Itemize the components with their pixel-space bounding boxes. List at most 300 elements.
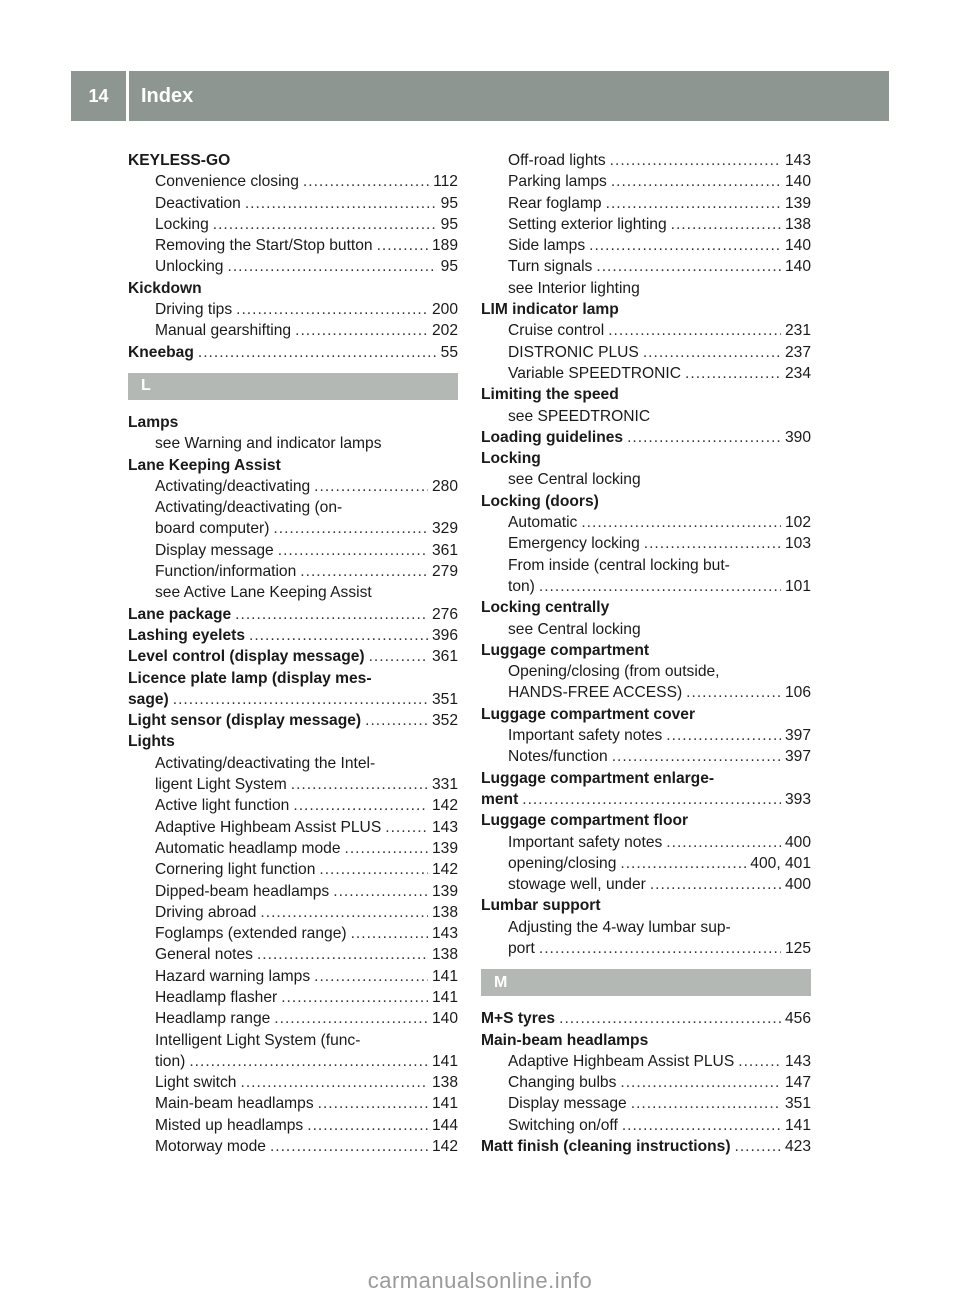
index-subentry bbox=[481, 917, 811, 938]
index-subentry bbox=[128, 476, 458, 497]
entry-text: Matt finish (cleaning instructions) bbox=[481, 1138, 731, 1156]
leader-dots bbox=[643, 342, 781, 363]
page-reference[interactable]: 279 bbox=[431, 563, 458, 581]
leader-dots bbox=[173, 689, 428, 710]
index-subentry bbox=[481, 725, 811, 746]
entry-text: M+S tyres bbox=[481, 1010, 556, 1028]
index-subentry bbox=[481, 320, 811, 341]
entry-text: Removing the Start/Stop button bbox=[155, 237, 373, 255]
index-entry bbox=[481, 299, 811, 320]
page-reference[interactable]: 141 bbox=[431, 988, 458, 1006]
entry-text: tion) bbox=[155, 1052, 186, 1070]
entry-text: Level control (display message) bbox=[128, 648, 365, 666]
leader-dots bbox=[686, 682, 781, 703]
index-subentry bbox=[128, 838, 458, 859]
leader-dots bbox=[236, 299, 428, 320]
page-reference[interactable]: 361 bbox=[431, 541, 458, 559]
page-reference[interactable]: 331 bbox=[431, 776, 458, 794]
page-reference[interactable]: 102 bbox=[784, 514, 811, 532]
page-number: 14 bbox=[88, 85, 109, 106]
page-reference[interactable]: 143 bbox=[431, 925, 458, 943]
entry-text: Switching on/off bbox=[508, 1116, 618, 1134]
entry-text: Activating/deactivating (on- bbox=[155, 499, 343, 517]
index-subentry bbox=[481, 193, 811, 214]
index-entry bbox=[128, 150, 458, 171]
entry-text: Foglamps (extended range) bbox=[155, 925, 347, 943]
page-reference[interactable]: 138 bbox=[784, 215, 811, 233]
index-subentry bbox=[128, 753, 458, 774]
entry-text: Luggage compartment enlarge- bbox=[481, 769, 715, 787]
index-subentry bbox=[481, 555, 811, 576]
entry-text: Deactivation bbox=[155, 194, 241, 212]
page-reference[interactable]: 396 bbox=[431, 626, 458, 644]
entry-text: Setting exterior lighting bbox=[508, 215, 667, 233]
entry-text: Loading guidelines bbox=[481, 428, 624, 446]
page-reference[interactable]: 400 bbox=[784, 876, 811, 894]
page-reference[interactable]: 456 bbox=[784, 1010, 811, 1028]
entry-text: see Interior lighting bbox=[508, 279, 640, 297]
leader-dots bbox=[377, 235, 428, 256]
index-subentry bbox=[481, 853, 811, 874]
entry-text: opening/closing bbox=[508, 854, 617, 872]
page-reference[interactable]: 390 bbox=[784, 428, 811, 446]
leader-dots bbox=[671, 214, 781, 235]
entry-text: Display message bbox=[508, 1095, 627, 1113]
page-reference[interactable]: 143 bbox=[784, 152, 811, 169]
page-reference[interactable]: 142 bbox=[431, 797, 458, 815]
leader-dots bbox=[685, 363, 781, 384]
page-reference[interactable]: 143 bbox=[784, 1052, 811, 1070]
entry-text: Cruise control bbox=[508, 322, 605, 340]
index-subentry bbox=[481, 363, 811, 384]
page-reference[interactable]: 139 bbox=[431, 882, 458, 900]
leader-dots bbox=[291, 774, 428, 795]
leader-dots bbox=[539, 576, 781, 597]
leader-dots bbox=[189, 1051, 428, 1072]
index-entry bbox=[128, 342, 458, 363]
index-entry bbox=[128, 710, 458, 731]
page-reference[interactable]: 397 bbox=[784, 748, 811, 766]
leader-dots bbox=[610, 150, 781, 171]
page-reference[interactable]: 55 bbox=[440, 343, 458, 361]
entry-text: Adaptive Highbeam Assist PLUS bbox=[508, 1052, 735, 1070]
index-entry bbox=[481, 704, 811, 725]
leader-dots bbox=[385, 817, 428, 838]
entry-text: Headlamp flasher bbox=[155, 988, 278, 1006]
entry-text: Automatic bbox=[508, 514, 578, 532]
index-entry bbox=[481, 1008, 811, 1029]
page-reference[interactable]: 351 bbox=[431, 690, 458, 708]
index-subentry bbox=[128, 561, 458, 582]
page-reference[interactable]: 141 bbox=[784, 1116, 811, 1134]
entry-text: Activating/deactivating bbox=[155, 477, 311, 495]
entry-text: Main-beam headlamps bbox=[481, 1031, 649, 1049]
index-subentry bbox=[128, 518, 458, 539]
leader-dots bbox=[240, 1072, 427, 1093]
page-reference[interactable]: 400, 401 bbox=[750, 854, 811, 872]
entry-text: Intelligent Light System (func- bbox=[155, 1031, 361, 1049]
index-subentry bbox=[128, 944, 458, 965]
page-reference[interactable]: 141 bbox=[431, 1095, 458, 1113]
page-reference[interactable]: 138 bbox=[431, 946, 458, 964]
index-entry bbox=[128, 625, 458, 646]
entry-text: Turn signals bbox=[508, 258, 593, 276]
entry-text: Unlocking bbox=[155, 258, 224, 276]
entry-text: Adjusting the 4-way lumbar sup- bbox=[508, 918, 731, 936]
leader-dots bbox=[589, 235, 781, 256]
entry-text: Dipped-beam headlamps bbox=[155, 882, 330, 900]
index-subentry bbox=[481, 1072, 811, 1093]
entry-text: Convenience closing bbox=[155, 173, 299, 191]
index-subentry bbox=[128, 171, 458, 192]
leader-dots bbox=[278, 540, 428, 561]
leader-dots bbox=[249, 625, 428, 646]
leader-dots bbox=[351, 923, 428, 944]
entry-text: Locking bbox=[155, 215, 209, 233]
entry-text: HANDS-FREE ACCESS) bbox=[508, 684, 683, 702]
entry-text: Driving abroad bbox=[155, 903, 257, 921]
leader-dots bbox=[213, 214, 437, 235]
page-reference[interactable]: 202 bbox=[431, 322, 458, 340]
page-reference[interactable]: 400 bbox=[784, 833, 811, 851]
index-subentry bbox=[128, 256, 458, 277]
leader-dots bbox=[620, 853, 746, 874]
index-subentry bbox=[481, 874, 811, 895]
leader-dots bbox=[650, 874, 781, 895]
index-subentry bbox=[481, 576, 811, 597]
entry-text: Luggage compartment floor bbox=[481, 812, 689, 830]
entry-text: Function/information bbox=[155, 563, 297, 581]
index-subentry bbox=[481, 832, 811, 853]
leader-dots bbox=[345, 838, 428, 859]
index-subentry bbox=[481, 406, 811, 427]
entry-text: Automatic headlamp mode bbox=[155, 839, 341, 857]
index-subentry bbox=[481, 533, 811, 554]
index-entry bbox=[481, 768, 811, 789]
page-reference[interactable]: 142 bbox=[431, 1138, 458, 1156]
page-reference[interactable]: 200 bbox=[431, 301, 458, 319]
entry-text: Lane Keeping Assist bbox=[128, 456, 281, 474]
entry-text: Lamps bbox=[128, 413, 179, 431]
entry-text: Limiting the speed bbox=[481, 386, 619, 404]
page-reference[interactable]: 329 bbox=[431, 520, 458, 538]
entry-text: stowage well, under bbox=[508, 876, 646, 894]
entry-text: Licence plate lamp (display mes- bbox=[128, 669, 372, 687]
leader-dots bbox=[369, 646, 428, 667]
leader-dots bbox=[270, 1136, 428, 1157]
entry-text: Changing bulbs bbox=[508, 1074, 617, 1092]
entry-text: Locking bbox=[481, 450, 541, 468]
index-subentry bbox=[481, 171, 811, 192]
index-subentry bbox=[481, 746, 811, 767]
leader-dots bbox=[314, 966, 428, 987]
leader-dots bbox=[596, 256, 781, 277]
index-subentry bbox=[128, 540, 458, 561]
page-reference[interactable]: 237 bbox=[784, 343, 811, 361]
leader-dots bbox=[612, 746, 781, 767]
index-subentry bbox=[481, 661, 811, 682]
index-subentry bbox=[128, 923, 458, 944]
index-entry bbox=[128, 668, 458, 689]
leader-dots bbox=[293, 795, 428, 816]
index-entry bbox=[481, 491, 811, 512]
index-entry bbox=[481, 810, 811, 831]
entry-text: Locking centrally bbox=[481, 599, 610, 617]
index-subentry bbox=[128, 433, 458, 454]
leader-dots bbox=[303, 171, 429, 192]
index-subentry bbox=[481, 1093, 811, 1114]
leader-dots bbox=[611, 171, 781, 192]
entry-text: From inside (central locking but- bbox=[508, 556, 730, 574]
entry-text: Locking (doors) bbox=[481, 492, 599, 510]
leader-dots bbox=[318, 1093, 428, 1114]
index-subentry bbox=[128, 1072, 458, 1093]
page-reference[interactable]: 397 bbox=[784, 727, 811, 745]
page-reference[interactable]: 140 bbox=[784, 258, 811, 276]
section-letter-header: L bbox=[128, 373, 458, 400]
leader-dots bbox=[559, 1008, 781, 1029]
index-subentry bbox=[128, 497, 458, 518]
section-letter-header: M bbox=[481, 969, 811, 996]
entry-text: Light sensor (display message) bbox=[128, 712, 362, 730]
page-reference[interactable]: 147 bbox=[784, 1074, 811, 1092]
entry-text: LIM indicator lamp bbox=[481, 301, 619, 319]
index-subentry bbox=[128, 1051, 458, 1072]
index-entry bbox=[128, 604, 458, 625]
entry-text: Opening/closing (from outside, bbox=[508, 663, 720, 681]
leader-dots bbox=[631, 1093, 781, 1114]
page-title: Index bbox=[141, 84, 194, 107]
index-subentry bbox=[128, 774, 458, 795]
index-subentry bbox=[481, 1115, 811, 1136]
index-entry bbox=[481, 1136, 811, 1157]
entry-text: Notes/function bbox=[508, 748, 608, 766]
index-subentry bbox=[128, 320, 458, 341]
entry-text: sage) bbox=[128, 690, 169, 708]
entry-text: Important safety notes bbox=[508, 727, 663, 745]
entry-text: Cornering light function bbox=[155, 861, 316, 879]
entry-text: Light switch bbox=[155, 1074, 237, 1092]
entry-text: Active light function bbox=[155, 797, 290, 815]
leader-dots bbox=[644, 533, 781, 554]
index-subentry bbox=[128, 881, 458, 902]
index-subentry bbox=[481, 469, 811, 490]
entry-text: ligent Light System bbox=[155, 776, 287, 794]
entry-text: see Central locking bbox=[508, 620, 641, 638]
entry-text: Misted up headlamps bbox=[155, 1116, 304, 1134]
page-reference[interactable]: 143 bbox=[431, 818, 458, 836]
page-reference[interactable]: 234 bbox=[784, 364, 811, 382]
entry-text: Hazard warning lamps bbox=[155, 967, 311, 985]
leader-dots bbox=[235, 604, 428, 625]
page-reference[interactable]: 140 bbox=[784, 237, 811, 255]
index-entry bbox=[128, 412, 458, 433]
entry-text: see SPEEDTRONIC bbox=[508, 407, 651, 425]
leader-dots bbox=[539, 938, 781, 959]
leader-dots bbox=[365, 710, 428, 731]
page-reference[interactable]: 144 bbox=[431, 1116, 458, 1134]
leader-dots bbox=[245, 193, 437, 214]
index-entry bbox=[481, 597, 811, 618]
watermark: carmanualsonline.info bbox=[367, 1268, 593, 1293]
leader-dots bbox=[273, 518, 428, 539]
leader-dots bbox=[274, 1008, 428, 1029]
index-column-left bbox=[128, 150, 458, 1157]
page-reference[interactable]: 112 bbox=[433, 173, 458, 191]
page-reference[interactable]: 142 bbox=[431, 861, 458, 879]
page-reference[interactable]: 141 bbox=[431, 1052, 458, 1070]
index-subentry bbox=[481, 278, 811, 299]
index-entry bbox=[481, 427, 811, 448]
index-entry bbox=[128, 278, 458, 299]
index-subentry bbox=[481, 235, 811, 256]
entry-text: Motorway mode bbox=[155, 1138, 266, 1156]
index-subentry bbox=[128, 1136, 458, 1157]
index-subentry bbox=[128, 817, 458, 838]
page-reference[interactable]: 95 bbox=[440, 215, 458, 233]
leader-dots bbox=[666, 725, 781, 746]
page-reference[interactable]: 423 bbox=[784, 1138, 811, 1156]
entry-text: Rear foglamp bbox=[508, 194, 602, 212]
leader-dots bbox=[333, 881, 428, 902]
page-reference[interactable]: 352 bbox=[431, 712, 458, 730]
leader-dots bbox=[608, 320, 781, 341]
entry-text: see Warning and indicator lamps bbox=[155, 435, 382, 453]
leader-dots bbox=[307, 1115, 428, 1136]
leader-dots bbox=[257, 944, 428, 965]
index-subentry bbox=[128, 582, 458, 603]
page-reference[interactable]: 351 bbox=[784, 1095, 811, 1113]
leader-dots bbox=[227, 256, 436, 277]
index-entry bbox=[481, 895, 811, 916]
leader-dots bbox=[622, 1115, 781, 1136]
entry-text: Off-road lights bbox=[508, 152, 606, 169]
leader-dots bbox=[606, 193, 781, 214]
entry-text: see Central locking bbox=[508, 471, 641, 489]
page-reference[interactable]: 361 bbox=[431, 648, 458, 666]
page-reference[interactable]: 140 bbox=[784, 173, 811, 191]
leader-dots bbox=[319, 859, 428, 880]
index-subentry bbox=[128, 902, 458, 923]
page-reference[interactable]: 125 bbox=[784, 939, 811, 957]
index-entry bbox=[128, 689, 458, 710]
page-reference[interactable]: 101 bbox=[784, 577, 811, 595]
index-subentry bbox=[128, 987, 458, 1008]
index-entry bbox=[481, 384, 811, 405]
page-reference[interactable]: 393 bbox=[784, 790, 811, 808]
page-reference[interactable]: 141 bbox=[431, 967, 458, 985]
entry-text: Lashing eyelets bbox=[128, 626, 245, 644]
entry-text: Display message bbox=[155, 541, 274, 559]
page-reference[interactable]: 139 bbox=[784, 194, 811, 212]
leader-dots bbox=[627, 427, 781, 448]
entry-text: Lane package bbox=[128, 605, 232, 623]
index-subentry bbox=[128, 795, 458, 816]
index-entry bbox=[481, 640, 811, 661]
entry-text: Activating/deactivating the Intel- bbox=[155, 754, 376, 772]
entry-text: Important safety notes bbox=[508, 833, 663, 851]
index-subentry bbox=[481, 256, 811, 277]
entry-text: ton) bbox=[508, 577, 535, 595]
leader-dots bbox=[260, 902, 428, 923]
index-entry bbox=[481, 448, 811, 469]
entry-text: General notes bbox=[155, 946, 253, 964]
index-subentry bbox=[481, 938, 811, 959]
entry-text: Kneebag bbox=[128, 343, 194, 361]
index-entry bbox=[481, 789, 811, 810]
entry-text: Variable SPEEDTRONIC bbox=[508, 364, 682, 382]
entry-text: Luggage compartment cover bbox=[481, 705, 696, 723]
leader-dots bbox=[735, 1136, 781, 1157]
header-divider bbox=[126, 71, 129, 121]
entry-text: Driving tips bbox=[155, 301, 233, 319]
entry-text: Emergency locking bbox=[508, 535, 640, 553]
page-reference[interactable]: 103 bbox=[784, 535, 811, 553]
index-subentry bbox=[128, 1093, 458, 1114]
entry-text: DISTRONIC PLUS bbox=[508, 343, 639, 361]
entry-text: Luggage compartment bbox=[481, 641, 650, 659]
leader-dots bbox=[314, 476, 428, 497]
page-reference[interactable]: 138 bbox=[431, 903, 458, 921]
leader-dots bbox=[620, 1072, 781, 1093]
index-subentry bbox=[128, 193, 458, 214]
entry-text: Lumbar support bbox=[481, 897, 601, 915]
page-reference[interactable]: 106 bbox=[784, 684, 811, 702]
index-subentry bbox=[481, 619, 811, 640]
leader-dots bbox=[581, 512, 781, 533]
index-subentry bbox=[481, 512, 811, 533]
page-reference[interactable]: 95 bbox=[440, 258, 458, 276]
index-subentry bbox=[128, 1008, 458, 1029]
index-entry bbox=[128, 646, 458, 667]
index-subentry bbox=[128, 859, 458, 880]
index-subentry bbox=[128, 1030, 458, 1051]
page-header bbox=[71, 71, 889, 121]
page-reference[interactable]: 95 bbox=[440, 194, 458, 212]
entry-text: KEYLESS-GO bbox=[128, 152, 231, 169]
page-reference[interactable]: 231 bbox=[784, 322, 811, 340]
index-subentry bbox=[481, 682, 811, 703]
index-column-right bbox=[481, 150, 811, 1157]
entry-text: Lights bbox=[128, 733, 175, 751]
page-reference[interactable]: 138 bbox=[431, 1074, 458, 1092]
page-reference[interactable]: 189 bbox=[431, 237, 458, 255]
index-subentry bbox=[128, 214, 458, 235]
page-reference[interactable]: 276 bbox=[431, 605, 458, 623]
entry-text: Side lamps bbox=[508, 237, 586, 255]
entry-text: see Active Lane Keeping Assist bbox=[155, 584, 372, 602]
index-subentry bbox=[128, 235, 458, 256]
entry-text: Manual gearshifting bbox=[155, 322, 292, 340]
index-subentry bbox=[128, 1115, 458, 1136]
entry-text: Parking lamps bbox=[508, 173, 607, 191]
leader-dots bbox=[198, 342, 437, 363]
leader-dots bbox=[738, 1051, 781, 1072]
index-entry bbox=[128, 731, 458, 752]
index-subentry bbox=[481, 342, 811, 363]
entry-text: port bbox=[508, 939, 535, 957]
entry-text: Adaptive Highbeam Assist PLUS bbox=[155, 818, 382, 836]
page-reference[interactable]: 140 bbox=[431, 1010, 458, 1028]
entry-text: Main-beam headlamps bbox=[155, 1095, 314, 1113]
entry-text: Kickdown bbox=[128, 279, 202, 297]
entry-text: board computer) bbox=[155, 520, 270, 538]
page-reference[interactable]: 280 bbox=[431, 477, 458, 495]
index-subentry bbox=[128, 299, 458, 320]
leader-dots bbox=[295, 320, 428, 341]
index-subentry bbox=[481, 1051, 811, 1072]
page-reference[interactable]: 139 bbox=[431, 839, 458, 857]
